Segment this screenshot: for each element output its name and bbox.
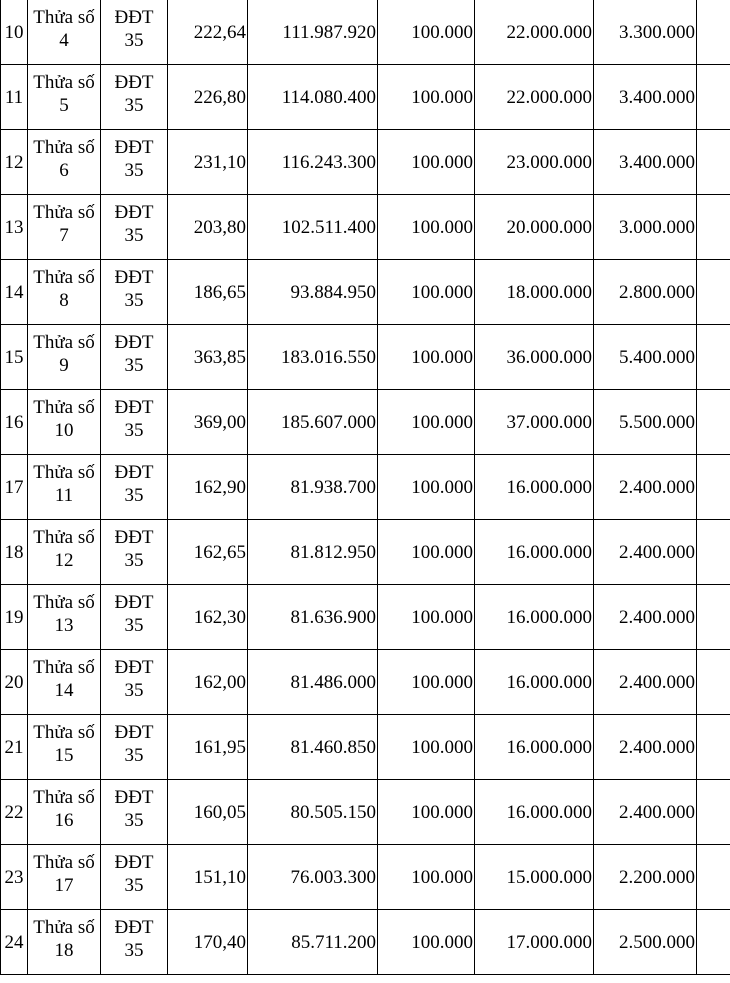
land-type-number: 35 — [124, 30, 144, 51]
price-step-cell: 100.000 — [378, 845, 475, 910]
deposit-cell: 16.000.000 — [475, 715, 594, 780]
parcel-name — [28, 0, 101, 65]
land-type-code: ĐĐT — [114, 72, 154, 93]
land-type — [101, 65, 168, 130]
row-number: 22 — [1, 780, 28, 845]
fee-cell: 2.400.000 — [594, 585, 697, 650]
table-row — [1, 585, 730, 650]
deposit-cell: 16.000.000 — [475, 585, 594, 650]
land-type — [101, 845, 168, 910]
land-type-number: 35 — [124, 355, 144, 376]
land-type-number: 35 — [124, 680, 144, 701]
parcel-number: 18 — [54, 940, 74, 961]
parcel-label: Thửa số — [33, 267, 95, 288]
parcel-name — [28, 325, 101, 390]
land-type-code: ĐĐT — [114, 7, 154, 28]
empty-cell — [697, 390, 730, 455]
deposit-cell: 22.000.000 — [475, 0, 594, 65]
parcel-label: Thửa số — [33, 7, 95, 28]
price-step-cell: 100.000 — [378, 0, 475, 65]
row-number: 10 — [1, 0, 28, 65]
empty-cell — [697, 0, 730, 65]
table-row — [1, 715, 730, 780]
parcel-name — [28, 195, 101, 260]
parcel-number: 12 — [54, 550, 74, 571]
price-step-cell: 100.000 — [378, 130, 475, 195]
fee-cell: 2.400.000 — [594, 520, 697, 585]
deposit-cell: 37.000.000 — [475, 390, 594, 455]
table-row — [1, 780, 730, 845]
land-type — [101, 390, 168, 455]
parcel-number: 4 — [59, 30, 69, 51]
parcel-label: Thửa số — [33, 332, 95, 353]
land-type-code: ĐĐT — [114, 852, 154, 873]
land-type-code: ĐĐT — [114, 657, 154, 678]
land-type-code: ĐĐT — [114, 722, 154, 743]
parcel-name — [28, 65, 101, 130]
empty-cell — [697, 715, 730, 780]
price-step-cell: 100.000 — [378, 780, 475, 845]
parcel-label: Thửa số — [33, 917, 95, 938]
land-type-number: 35 — [124, 940, 144, 961]
parcel-label: Thửa số — [33, 592, 95, 613]
land-type-number: 35 — [124, 95, 144, 116]
land-type — [101, 455, 168, 520]
land-type-code: ĐĐT — [114, 137, 154, 158]
empty-cell — [697, 650, 730, 715]
land-type-code: ĐĐT — [114, 917, 154, 938]
parcel-name — [28, 390, 101, 455]
empty-cell — [697, 260, 730, 325]
total-price-cell: 80.505.150 — [248, 780, 378, 845]
fee-cell: 3.400.000 — [594, 65, 697, 130]
row-number: 24 — [1, 910, 28, 975]
parcel-number: 17 — [54, 875, 74, 896]
table-row — [1, 650, 730, 715]
fee-cell: 2.400.000 — [594, 715, 697, 780]
table-row — [1, 520, 730, 585]
table-row — [1, 260, 730, 325]
parcel-number: 16 — [54, 810, 74, 831]
land-type — [101, 715, 168, 780]
total-price-cell: 81.938.700 — [248, 455, 378, 520]
deposit-cell: 16.000.000 — [475, 520, 594, 585]
row-number: 23 — [1, 845, 28, 910]
total-price-cell: 81.460.850 — [248, 715, 378, 780]
total-price-cell: 93.884.950 — [248, 260, 378, 325]
empty-cell — [697, 845, 730, 910]
row-number: 20 — [1, 650, 28, 715]
parcel-number: 14 — [54, 680, 74, 701]
parcel-name — [28, 650, 101, 715]
table-row — [1, 455, 730, 520]
empty-cell — [697, 195, 730, 260]
land-type-number: 35 — [124, 615, 144, 636]
land-type-code: ĐĐT — [114, 397, 154, 418]
land-type-number: 35 — [124, 160, 144, 181]
table-row — [1, 910, 730, 975]
area-cell: 186,65 — [168, 260, 248, 325]
land-type — [101, 260, 168, 325]
fee-cell: 2.400.000 — [594, 780, 697, 845]
total-price-cell: 185.607.000 — [248, 390, 378, 455]
total-price-cell: 81.812.950 — [248, 520, 378, 585]
parcel-name — [28, 520, 101, 585]
area-cell: 170,40 — [168, 910, 248, 975]
empty-cell — [697, 130, 730, 195]
land-type — [101, 0, 168, 65]
fee-cell: 2.200.000 — [594, 845, 697, 910]
row-number: 15 — [1, 325, 28, 390]
price-step-cell: 100.000 — [378, 65, 475, 130]
price-step-cell: 100.000 — [378, 195, 475, 260]
fee-cell: 2.400.000 — [594, 455, 697, 520]
row-number: 16 — [1, 390, 28, 455]
deposit-cell: 17.000.000 — [475, 910, 594, 975]
parcel-label: Thửa số — [33, 852, 95, 873]
land-type-code: ĐĐT — [114, 527, 154, 548]
parcel-name — [28, 910, 101, 975]
land-type-number: 35 — [124, 745, 144, 766]
fee-cell: 3.400.000 — [594, 130, 697, 195]
deposit-cell: 16.000.000 — [475, 650, 594, 715]
area-cell: 151,10 — [168, 845, 248, 910]
land-type — [101, 650, 168, 715]
price-step-cell: 100.000 — [378, 390, 475, 455]
total-price-cell: 76.003.300 — [248, 845, 378, 910]
parcel-number: 8 — [59, 290, 69, 311]
land-type-code: ĐĐT — [114, 592, 154, 613]
empty-cell — [697, 520, 730, 585]
empty-cell — [697, 585, 730, 650]
land-type — [101, 520, 168, 585]
deposit-cell: 18.000.000 — [475, 260, 594, 325]
area-cell: 162,90 — [168, 455, 248, 520]
row-number: 13 — [1, 195, 28, 260]
table-row — [1, 130, 730, 195]
parcel-number: 7 — [59, 225, 69, 246]
fee-cell: 5.500.000 — [594, 390, 697, 455]
table-row — [1, 65, 730, 130]
row-number: 12 — [1, 130, 28, 195]
parcel-label: Thửa số — [33, 527, 95, 548]
land-type — [101, 195, 168, 260]
price-step-cell: 100.000 — [378, 520, 475, 585]
table-body — [1, 0, 730, 975]
deposit-cell: 16.000.000 — [475, 780, 594, 845]
row-number: 21 — [1, 715, 28, 780]
row-number: 14 — [1, 260, 28, 325]
total-price-cell: 81.486.000 — [248, 650, 378, 715]
parcel-label: Thửa số — [33, 787, 95, 808]
table-row — [1, 390, 730, 455]
fee-cell: 3.000.000 — [594, 195, 697, 260]
parcel-number: 5 — [59, 95, 69, 116]
area-cell: 231,10 — [168, 130, 248, 195]
area-cell: 161,95 — [168, 715, 248, 780]
land-type-number: 35 — [124, 810, 144, 831]
parcel-label: Thửa số — [33, 722, 95, 743]
row-number: 17 — [1, 455, 28, 520]
parcel-name — [28, 585, 101, 650]
empty-cell — [697, 455, 730, 520]
parcel-number: 6 — [59, 160, 69, 181]
price-step-cell: 100.000 — [378, 715, 475, 780]
area-cell: 162,30 — [168, 585, 248, 650]
empty-cell — [697, 65, 730, 130]
price-step-cell: 100.000 — [378, 325, 475, 390]
parcel-name — [28, 715, 101, 780]
table-row — [1, 845, 730, 910]
land-type-number: 35 — [124, 485, 144, 506]
table-row — [1, 195, 730, 260]
land-type — [101, 910, 168, 975]
parcel-name — [28, 260, 101, 325]
table-row — [1, 0, 730, 65]
total-price-cell: 102.511.400 — [248, 195, 378, 260]
parcel-label: Thửa số — [33, 462, 95, 483]
price-step-cell: 100.000 — [378, 910, 475, 975]
parcel-number: 10 — [54, 420, 74, 441]
total-price-cell: 114.080.400 — [248, 65, 378, 130]
parcel-label: Thửa số — [33, 137, 95, 158]
parcel-name — [28, 845, 101, 910]
deposit-cell: 36.000.000 — [475, 325, 594, 390]
parcel-label: Thửa số — [33, 657, 95, 678]
deposit-cell: 23.000.000 — [475, 130, 594, 195]
total-price-cell: 111.987.920 — [248, 0, 378, 65]
land-type-number: 35 — [124, 550, 144, 571]
empty-cell — [697, 780, 730, 845]
area-cell: 162,00 — [168, 650, 248, 715]
parcel-label: Thửa số — [33, 397, 95, 418]
deposit-cell: 22.000.000 — [475, 65, 594, 130]
parcel-number: 9 — [59, 355, 69, 376]
area-cell: 162,65 — [168, 520, 248, 585]
total-price-cell: 116.243.300 — [248, 130, 378, 195]
area-cell: 203,80 — [168, 195, 248, 260]
fee-cell: 2.500.000 — [594, 910, 697, 975]
land-type — [101, 585, 168, 650]
fee-cell: 5.400.000 — [594, 325, 697, 390]
land-type-code: ĐĐT — [114, 332, 154, 353]
land-type-number: 35 — [124, 225, 144, 246]
land-type — [101, 780, 168, 845]
total-price-cell: 183.016.550 — [248, 325, 378, 390]
area-cell: 363,85 — [168, 325, 248, 390]
deposit-cell: 20.000.000 — [475, 195, 594, 260]
land-type-code: ĐĐT — [114, 267, 154, 288]
area-cell: 226,80 — [168, 65, 248, 130]
total-price-cell: 81.636.900 — [248, 585, 378, 650]
land-type-number: 35 — [124, 420, 144, 441]
parcel-number: 13 — [54, 615, 74, 636]
parcel-name — [28, 455, 101, 520]
price-step-cell: 100.000 — [378, 260, 475, 325]
parcel-label: Thửa số — [33, 202, 95, 223]
row-number: 11 — [1, 65, 28, 130]
parcel-label: Thửa số — [33, 72, 95, 93]
area-cell: 369,00 — [168, 390, 248, 455]
row-number: 19 — [1, 585, 28, 650]
land-type-number: 35 — [124, 290, 144, 311]
table-row — [1, 325, 730, 390]
land-type — [101, 325, 168, 390]
fee-cell: 2.800.000 — [594, 260, 697, 325]
area-cell: 160,05 — [168, 780, 248, 845]
fee-cell: 2.400.000 — [594, 650, 697, 715]
land-type-code: ĐĐT — [114, 787, 154, 808]
parcel-number: 15 — [54, 745, 74, 766]
row-number: 18 — [1, 520, 28, 585]
parcel-name — [28, 780, 101, 845]
parcel-number: 11 — [54, 485, 74, 506]
price-step-cell: 100.000 — [378, 650, 475, 715]
deposit-cell: 15.000.000 — [475, 845, 594, 910]
price-step-cell: 100.000 — [378, 455, 475, 520]
land-type-number: 35 — [124, 875, 144, 896]
area-cell: 222,64 — [168, 0, 248, 65]
empty-cell — [697, 325, 730, 390]
land-type — [101, 130, 168, 195]
total-price-cell: 85.711.200 — [248, 910, 378, 975]
empty-cell — [697, 910, 730, 975]
parcel-name — [28, 130, 101, 195]
land-type-code: ĐĐT — [114, 202, 154, 223]
land-type-code: ĐĐT — [114, 462, 154, 483]
deposit-cell: 16.000.000 — [475, 455, 594, 520]
price-step-cell: 100.000 — [378, 585, 475, 650]
fee-cell: 3.300.000 — [594, 0, 697, 65]
